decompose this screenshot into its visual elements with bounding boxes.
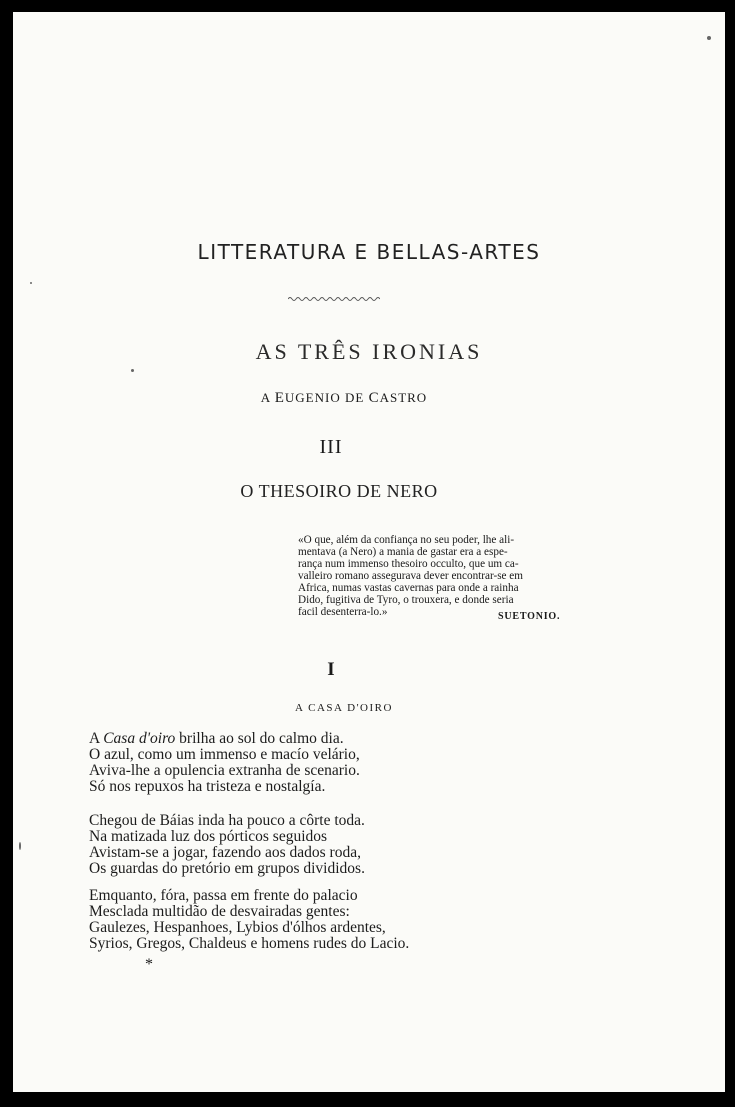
separator-asterisk: *	[145, 956, 153, 973]
part-numeral: III	[319, 436, 343, 458]
verse-line: Aviva-lhe a opulencia extranha de scenario.	[89, 762, 360, 779]
verse-line: Avistam-se a jogar, fazendo aos dados roda,	[89, 844, 361, 861]
verse-line: Na matizada luz dos pórticos seguidos	[89, 828, 328, 845]
verse-line: Gaulezes, Hespanhoes, Lybios d'ólhos ardentes,	[89, 919, 386, 936]
epigraph-line: valleiro romano assegurava dever encontrar-se em	[298, 570, 523, 582]
dedication-last-initial: C	[368, 390, 380, 406]
poem-dedication	[13, 390, 675, 407]
verse-line: Syrios, Gregos, Chaldeus e homens rudes do Lacio.	[89, 935, 410, 952]
verse-line	[89, 731, 589, 747]
verse-line: Chegou de Báias inda ha pouco a côrte toda.	[89, 812, 365, 829]
epigraph-line: «O que, além da confiança no seu poder, lhe ali-	[298, 534, 515, 546]
decorative-squiggle-divider	[288, 295, 380, 303]
section-title-casa: A CASA D'OIRO	[295, 702, 393, 714]
document-page	[13, 12, 725, 1092]
paper-speck	[30, 282, 32, 284]
stanza-3	[89, 888, 589, 952]
dedication-last-rest: ASTRO	[379, 390, 428, 405]
dedication-first-rest: UGENIO	[284, 390, 341, 405]
epigraph-line: facil desenterra-lo.»	[298, 606, 388, 618]
poem-title: AS TRÊS IRONIAS	[255, 339, 483, 364]
dedication-connector: DE	[344, 390, 365, 405]
paper-speck	[19, 842, 21, 850]
verse-line: Os guardas do pretório em grupos divididos.	[89, 860, 365, 877]
dedication-first-initial: E	[274, 390, 285, 406]
paper-speck	[131, 369, 134, 372]
paper-speck	[707, 36, 711, 40]
verse-post: brilha ao sol do calmo dia.	[175, 730, 344, 747]
section-title: LITTERATURA E BELLAS-ARTES	[197, 240, 541, 264]
epigraph-line: mentava (a Nero) a mania de gastar era a espe-	[298, 546, 508, 558]
poem-subtitle: O THESOIRO DE NERO	[240, 481, 438, 501]
epigraph-line: Dido, fugitiva de Tyro, o trouxera, e donde seria	[298, 594, 514, 606]
verse-line: Emquanto, fóra, passa em frente do palacio	[89, 887, 358, 904]
stanza-1	[89, 731, 589, 795]
verse-pre: A	[89, 730, 104, 747]
epigraph-line: rança num immenso thesoiro occulto, que um ca-	[298, 558, 519, 570]
verse-line: Mesclada multidão de desvairadas gentes:	[89, 903, 350, 920]
stanza-2	[89, 813, 589, 877]
section-numeral: I	[327, 659, 335, 680]
verse-line: O azul, como um immenso e macío velário,	[89, 746, 360, 763]
epigraph	[298, 534, 568, 618]
epigraph-line: Africa, numas vastas cavernas para onde a rainha	[298, 582, 519, 594]
verse-italic-casa-doiro: Casa d'oiro	[103, 730, 176, 747]
epigraph-author: SUETONIO.	[498, 611, 561, 622]
verse-line: Só nos repuxos ha tristeza e nostalgía.	[89, 778, 326, 795]
dedication-prefix: A	[260, 390, 271, 405]
